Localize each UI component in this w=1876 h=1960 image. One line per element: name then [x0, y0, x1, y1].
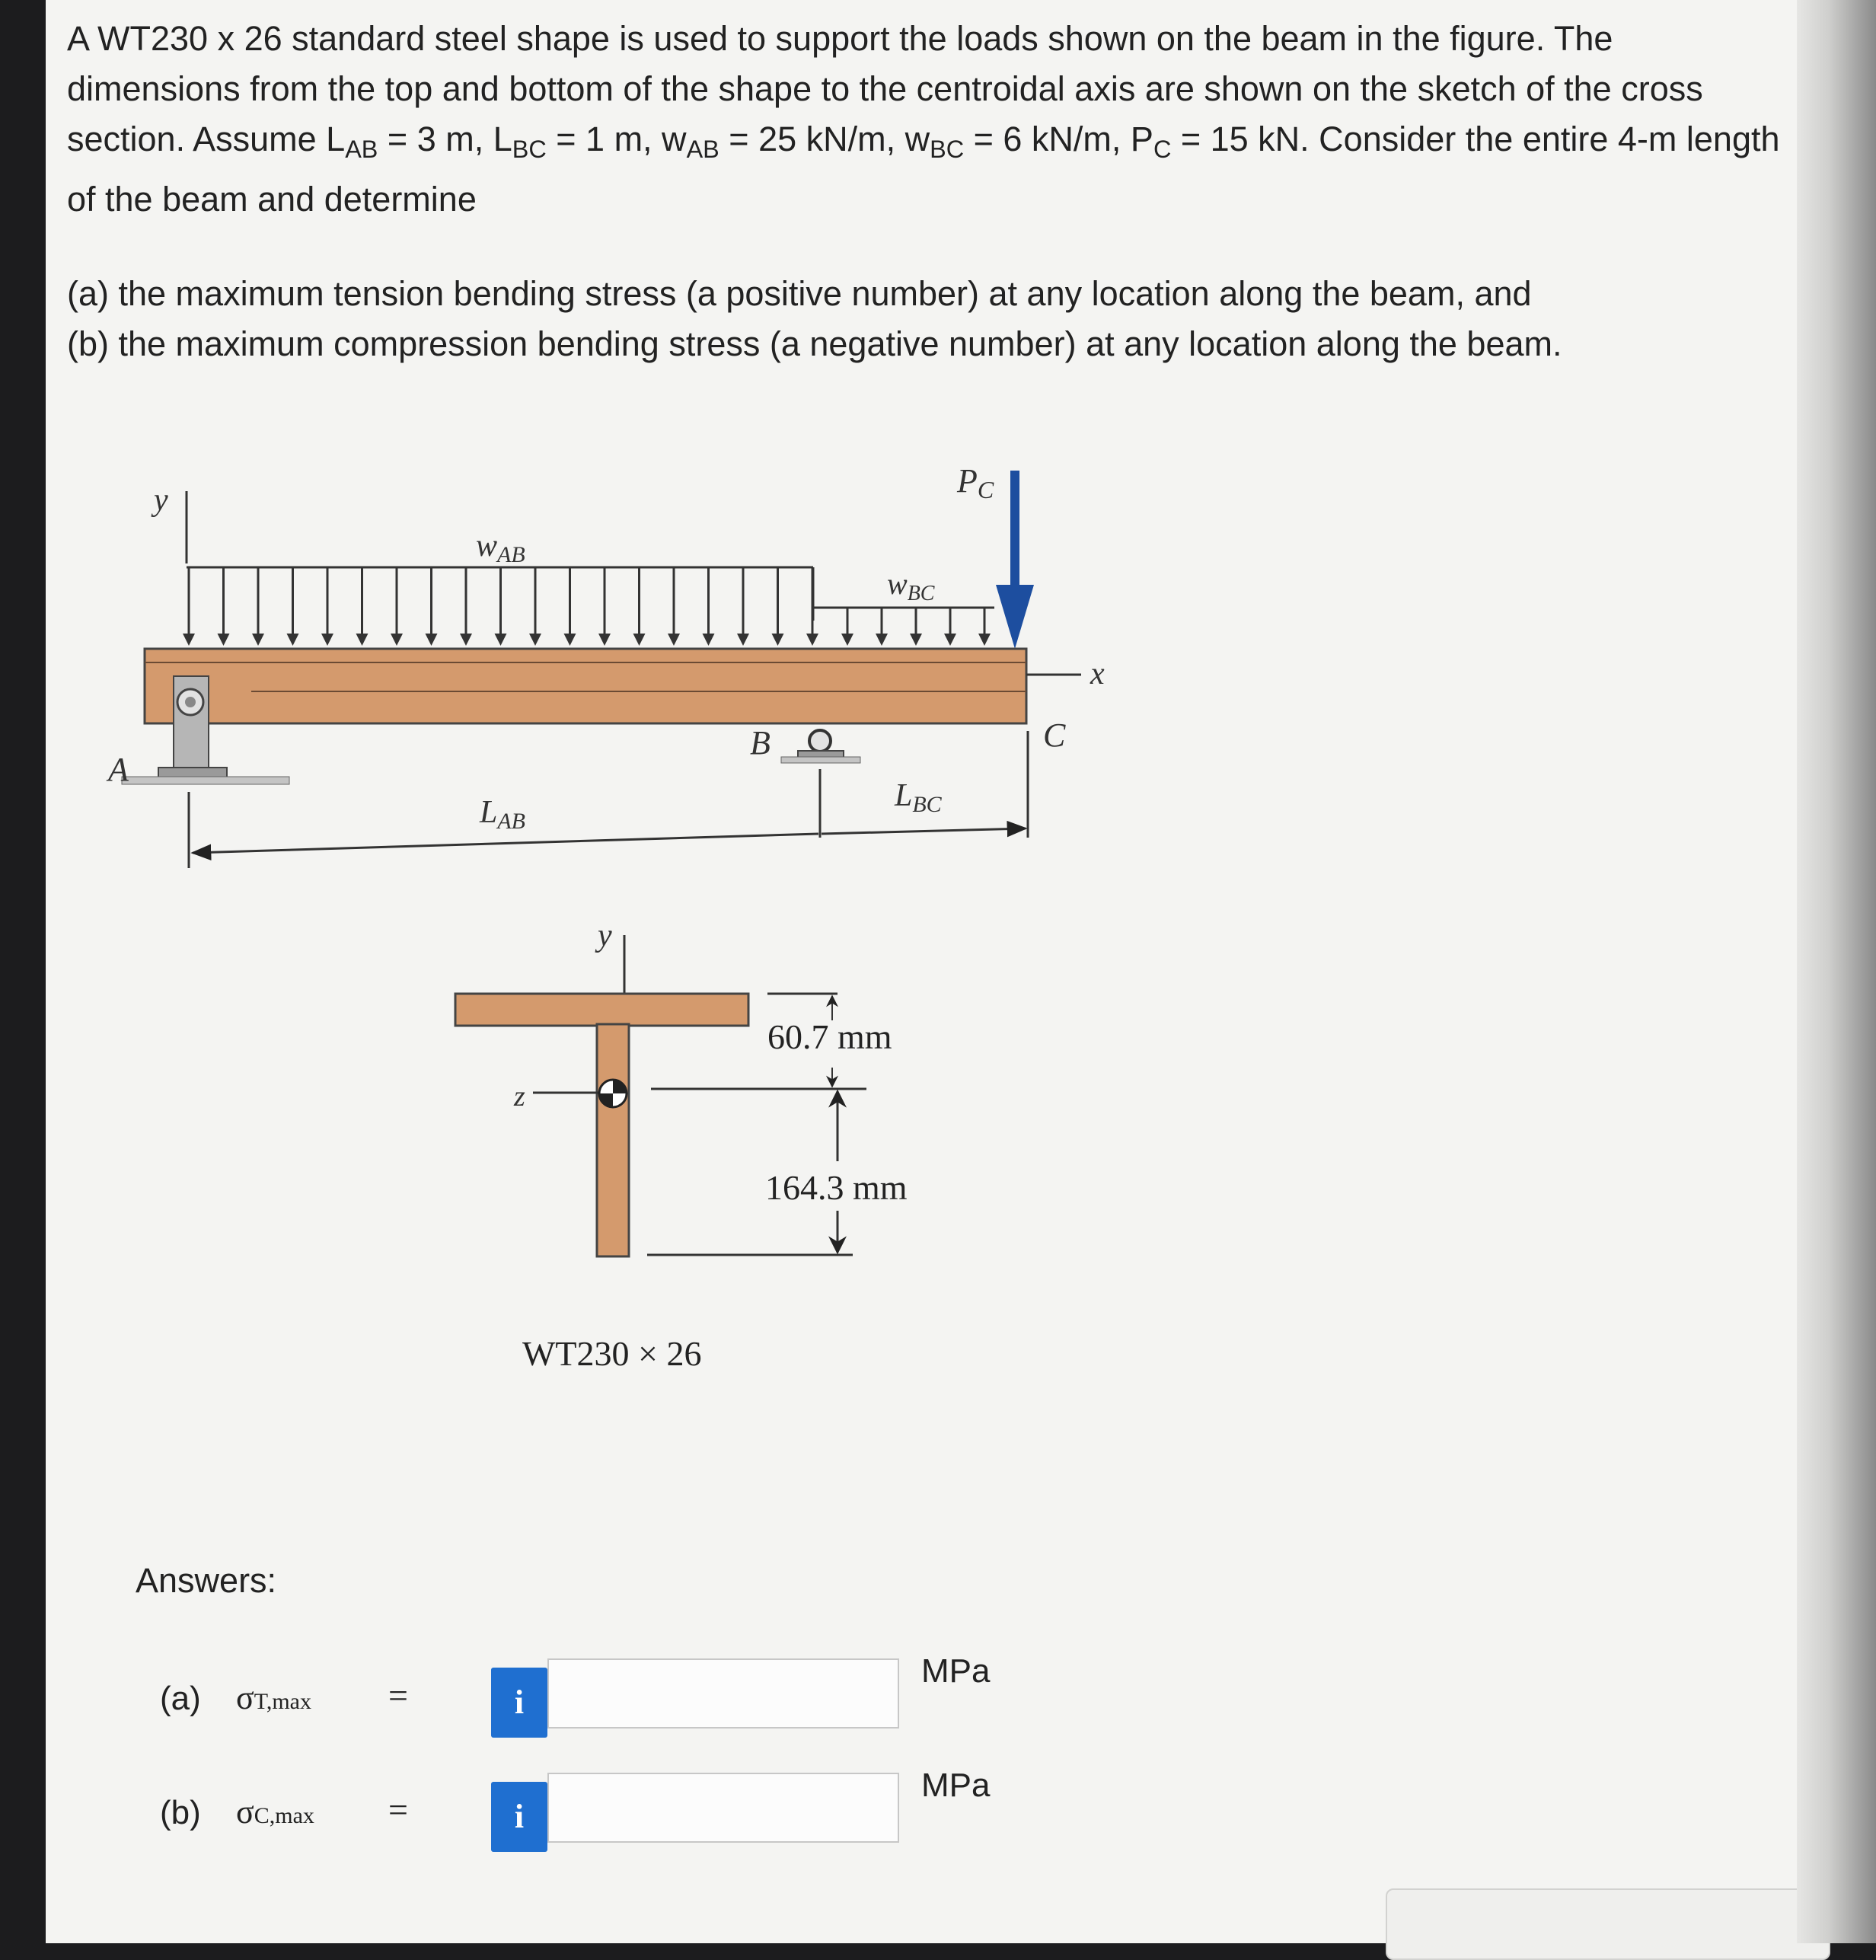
problem-parts — [67, 269, 1788, 369]
device-bezel — [1797, 0, 1876, 1943]
info-button-b[interactable]: i — [491, 1782, 547, 1852]
problem-figure — [46, 442, 1797, 1386]
distributed-load-ab — [183, 567, 818, 646]
point-load-pc — [996, 471, 1034, 649]
unit-label-b: MPa — [921, 1767, 991, 1804]
part-a-text: (a) the maximum tension bending stress (a positive number) at any location along the beam, and — [67, 274, 1532, 314]
screen — [46, 0, 1797, 1943]
beam — [145, 649, 1026, 723]
info-button-a[interactable]: i — [491, 1668, 547, 1738]
answer-input-a[interactable] — [547, 1658, 899, 1729]
answer-a-part: (a) — [160, 1680, 201, 1717]
point-c-label: C — [1043, 717, 1066, 754]
centroid-marker — [599, 1080, 627, 1107]
distributed-load-bc — [813, 608, 994, 646]
section-y-label: y — [598, 918, 612, 953]
load-bc-label: $w_{BC}$ — [887, 567, 935, 605]
t-section-shape — [455, 994, 748, 1256]
answer-b-part: (b) — [160, 1794, 201, 1831]
length-bc-label: LBC — [895, 778, 942, 817]
answer-row-a — [160, 1652, 1074, 1736]
beam-y-label: y — [154, 483, 168, 518]
load-ab-label: wAB — [476, 528, 525, 567]
dim-line-ab — [193, 834, 818, 853]
answers-label: Answers: — [136, 1561, 277, 1600]
problem-statement — [67, 14, 1788, 369]
beam-x-label: x — [1090, 656, 1105, 691]
roller-support-b — [781, 730, 860, 763]
answer-a-equals: = — [388, 1676, 408, 1715]
point-b-label: B — [750, 724, 770, 761]
unit-label-a: MPa — [921, 1652, 991, 1690]
sigma-t-max-label: σT,max — [236, 1679, 311, 1716]
dim-line-bc — [822, 828, 1026, 834]
part-b-text: (b) the maximum compression bending stress (a negative number) at any location along the beam. — [67, 324, 1562, 364]
answer-input-b[interactable] — [547, 1773, 899, 1843]
point-a-label: A — [108, 751, 129, 788]
sigma-c-max-label: σC,max — [236, 1793, 314, 1831]
problem-intro: A WT230 x 26 standard steel shape is used to support the loads shown on the beam in the figure. The dimensions from the top and bottom of the shape to the centroidal axis are shown on the sketch of the cross section. Assume $L_{AB} = 3$ m, $L_{BC} = 1$ m, $w_{AB} = 25$ kN/m, $w_{BC} = 6$ kN/m, $P_C = 15$ kN. Consider the entire 4-m length of the beam and determine — [67, 19, 1780, 219]
section-caption: WT230 × 26 — [522, 1334, 702, 1373]
next-section-box — [1386, 1888, 1830, 1960]
section-z-label: z — [514, 1081, 525, 1112]
top-dimension-label: 60.7 mm — [767, 1017, 892, 1056]
answer-b-equals: = — [388, 1790, 408, 1829]
length-ab-label: LAB — [480, 795, 526, 834]
point-load-label: PC — [957, 462, 994, 503]
answer-row-b — [160, 1767, 1074, 1850]
bottom-dimension-label: 164.3 mm — [765, 1168, 908, 1207]
